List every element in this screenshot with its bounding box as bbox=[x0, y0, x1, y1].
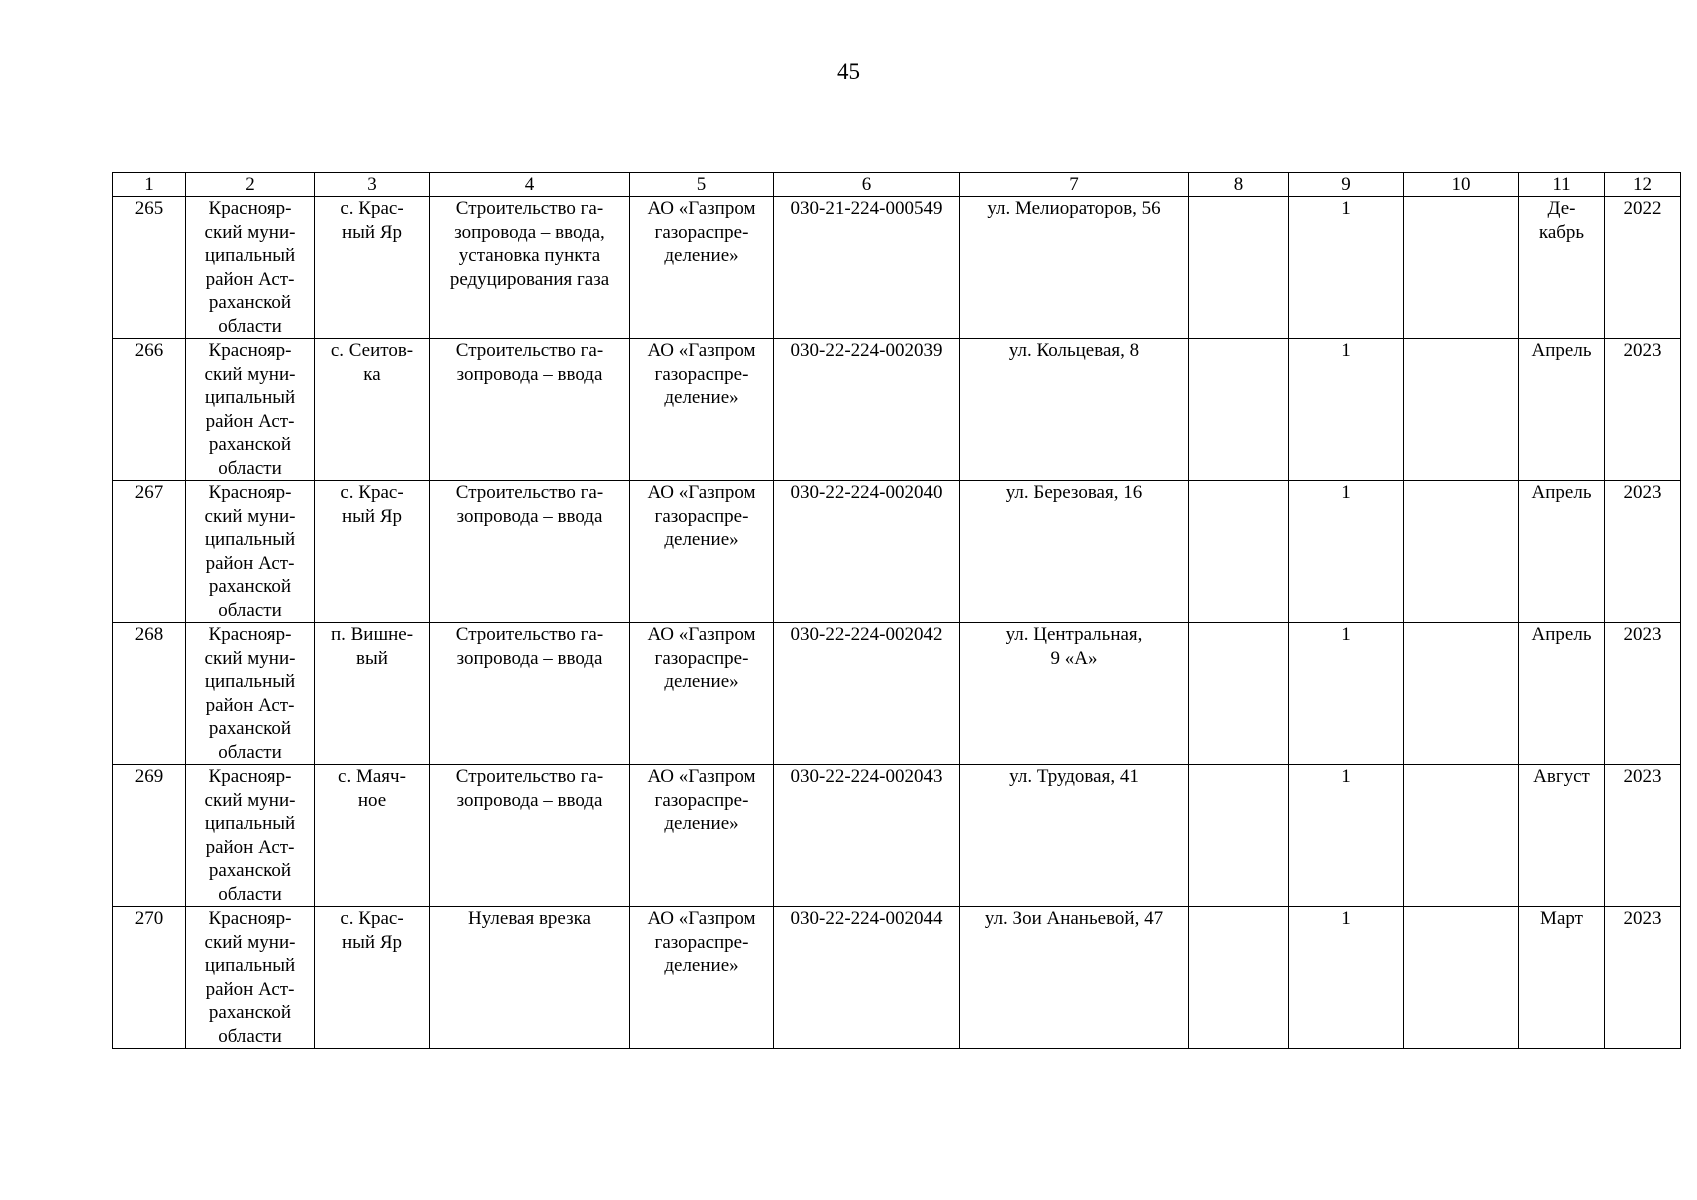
quantity-cell: 1 bbox=[1289, 339, 1404, 481]
month-cell: Март bbox=[1519, 907, 1605, 1049]
code-cell: 030-21-224-000549 bbox=[774, 197, 960, 339]
code-cell: 030-22-224-002044 bbox=[774, 907, 960, 1049]
column-header: 5 bbox=[630, 173, 774, 197]
row-number-cell: 267 bbox=[113, 481, 186, 623]
column-10-cell bbox=[1404, 623, 1519, 765]
row-number-cell: 265 bbox=[113, 197, 186, 339]
work-type-cell: Строительство га- зопровода – ввода, установка пункта редуцирования газа bbox=[430, 197, 630, 339]
settlement-cell: с. Сеитов- ка bbox=[315, 339, 430, 481]
column-10-cell bbox=[1404, 907, 1519, 1049]
settlement-cell: с. Маяч- ное bbox=[315, 765, 430, 907]
row-number-cell: 266 bbox=[113, 339, 186, 481]
settlement-cell: с. Крас- ный Яр bbox=[315, 907, 430, 1049]
column-header: 6 bbox=[774, 173, 960, 197]
year-cell: 2023 bbox=[1605, 765, 1681, 907]
table-row bbox=[113, 907, 1681, 1049]
quantity-cell: 1 bbox=[1289, 623, 1404, 765]
row-number-cell: 270 bbox=[113, 907, 186, 1049]
organization-cell: АО «Газпром газораспре- деление» bbox=[630, 339, 774, 481]
district-cell: Краснояр- ский муни- ципальный район Аст- раханской области bbox=[186, 197, 315, 339]
year-cell: 2023 bbox=[1605, 481, 1681, 623]
year-cell: 2023 bbox=[1605, 907, 1681, 1049]
column-header: 4 bbox=[430, 173, 630, 197]
organization-cell: АО «Газпром газораспре- деление» bbox=[630, 481, 774, 623]
table-row bbox=[113, 197, 1681, 339]
work-type-cell: Строительство га- зопровода – ввода bbox=[430, 339, 630, 481]
address-cell: ул. Зои Ананьевой, 47 bbox=[960, 907, 1189, 1049]
code-cell: 030-22-224-002039 bbox=[774, 339, 960, 481]
column-header: 10 bbox=[1404, 173, 1519, 197]
row-number-cell: 269 bbox=[113, 765, 186, 907]
column-10-cell bbox=[1404, 765, 1519, 907]
organization-cell: АО «Газпром газораспре- деление» bbox=[630, 197, 774, 339]
settlement-cell: с. Крас- ный Яр bbox=[315, 481, 430, 623]
work-type-cell: Строительство га- зопровода – ввода bbox=[430, 623, 630, 765]
organization-cell: АО «Газпром газораспре- деление» bbox=[630, 623, 774, 765]
header-row bbox=[113, 173, 1681, 197]
address-cell: ул. Мелиораторов, 56 bbox=[960, 197, 1189, 339]
column-header: 7 bbox=[960, 173, 1189, 197]
month-cell: Апрель bbox=[1519, 481, 1605, 623]
address-cell: ул. Трудовая, 41 bbox=[960, 765, 1189, 907]
column-header: 2 bbox=[186, 173, 315, 197]
column-header: 1 bbox=[113, 173, 186, 197]
table-row bbox=[113, 481, 1681, 623]
work-type-cell: Нулевая врезка bbox=[430, 907, 630, 1049]
row-number-cell: 268 bbox=[113, 623, 186, 765]
address-cell: ул. Березовая, 16 bbox=[960, 481, 1189, 623]
column-8-cell bbox=[1189, 623, 1289, 765]
table-row bbox=[113, 339, 1681, 481]
table-body bbox=[113, 197, 1681, 1049]
month-cell: Де- кабрь bbox=[1519, 197, 1605, 339]
column-8-cell bbox=[1189, 765, 1289, 907]
table-header bbox=[113, 173, 1681, 197]
quantity-cell: 1 bbox=[1289, 765, 1404, 907]
column-10-cell bbox=[1404, 481, 1519, 623]
column-8-cell bbox=[1189, 197, 1289, 339]
data-table bbox=[112, 172, 1681, 1049]
district-cell: Краснояр- ский муни- ципальный район Аст- раханской области bbox=[186, 765, 315, 907]
column-header: 3 bbox=[315, 173, 430, 197]
month-cell: Апрель bbox=[1519, 623, 1605, 765]
column-header: 8 bbox=[1189, 173, 1289, 197]
column-8-cell bbox=[1189, 481, 1289, 623]
column-header: 12 bbox=[1605, 173, 1681, 197]
column-8-cell bbox=[1189, 907, 1289, 1049]
district-cell: Краснояр- ский муни- ципальный район Аст- раханской области bbox=[186, 623, 315, 765]
column-header: 9 bbox=[1289, 173, 1404, 197]
year-cell: 2022 bbox=[1605, 197, 1681, 339]
address-cell: ул. Кольцевая, 8 bbox=[960, 339, 1189, 481]
quantity-cell: 1 bbox=[1289, 197, 1404, 339]
quantity-cell: 1 bbox=[1289, 907, 1404, 1049]
district-cell: Краснояр- ский муни- ципальный район Аст- раханской области bbox=[186, 481, 315, 623]
table-row bbox=[113, 765, 1681, 907]
settlement-cell: с. Крас- ный Яр bbox=[315, 197, 430, 339]
column-8-cell bbox=[1189, 339, 1289, 481]
year-cell: 2023 bbox=[1605, 623, 1681, 765]
organization-cell: АО «Газпром газораспре- деление» bbox=[630, 765, 774, 907]
district-cell: Краснояр- ский муни- ципальный район Аст- раханской области bbox=[186, 339, 315, 481]
column-10-cell bbox=[1404, 339, 1519, 481]
column-header: 11 bbox=[1519, 173, 1605, 197]
page-number: 45 bbox=[837, 59, 860, 84]
work-type-cell: Строительство га- зопровода – ввода bbox=[430, 481, 630, 623]
year-cell: 2023 bbox=[1605, 339, 1681, 481]
code-cell: 030-22-224-002043 bbox=[774, 765, 960, 907]
month-cell: Апрель bbox=[1519, 339, 1605, 481]
organization-cell: АО «Газпром газораспре- деление» bbox=[630, 907, 774, 1049]
table-row bbox=[113, 623, 1681, 765]
settlement-cell: п. Вишне- вый bbox=[315, 623, 430, 765]
district-cell: Краснояр- ский муни- ципальный район Аст- раханской области bbox=[186, 907, 315, 1049]
code-cell: 030-22-224-002040 bbox=[774, 481, 960, 623]
month-cell: Август bbox=[1519, 765, 1605, 907]
address-cell: ул. Центральная, 9 «А» bbox=[960, 623, 1189, 765]
column-10-cell bbox=[1404, 197, 1519, 339]
quantity-cell: 1 bbox=[1289, 481, 1404, 623]
work-type-cell: Строительство га- зопровода – ввода bbox=[430, 765, 630, 907]
code-cell: 030-22-224-002042 bbox=[774, 623, 960, 765]
